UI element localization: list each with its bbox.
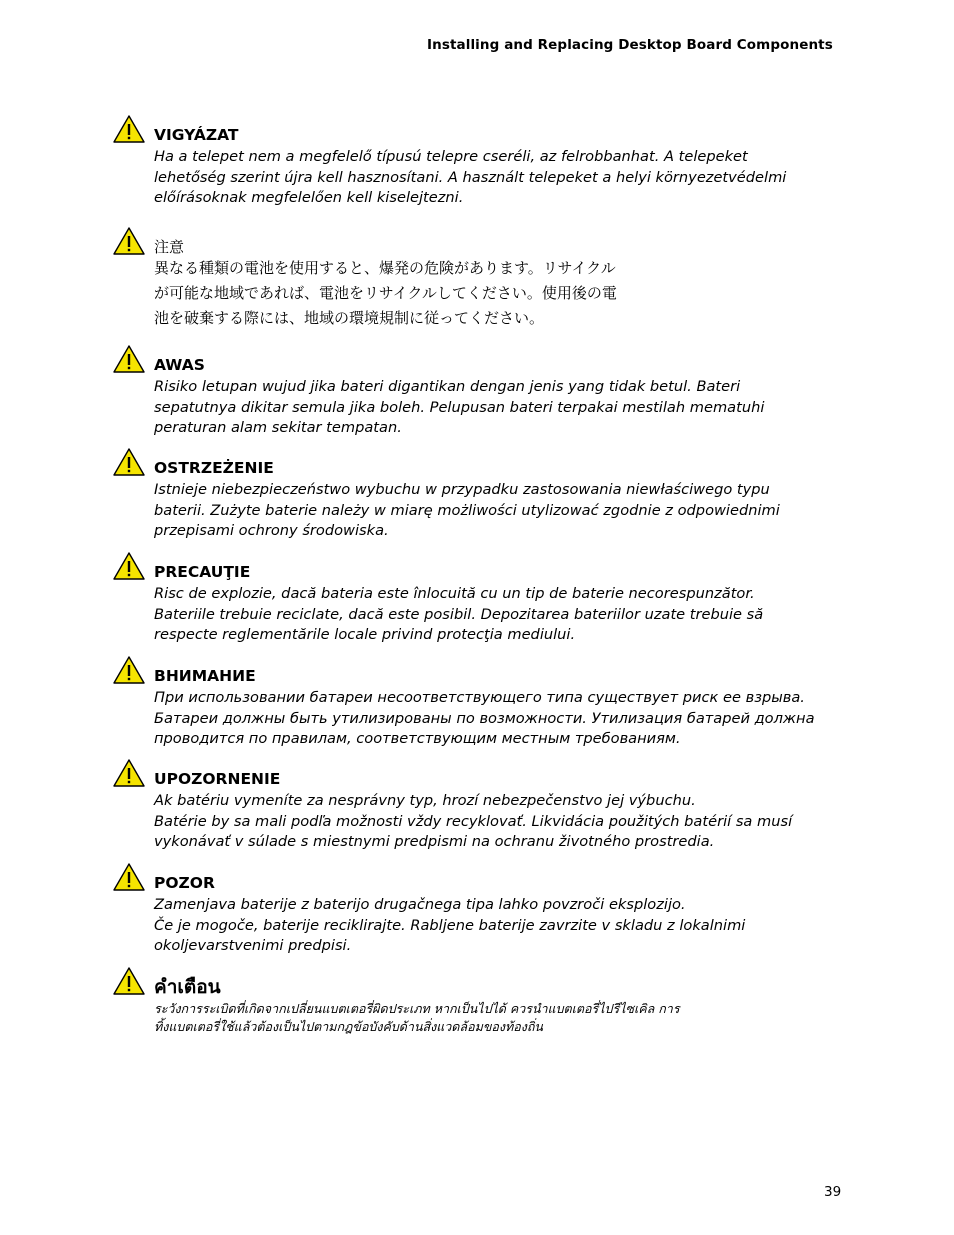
warning-text [154, 256, 850, 331]
warning-text [154, 377, 850, 439]
warning-line: peraturan alam sekitar tempatan. [154, 419, 402, 436]
warning-line: przepisami ochrony środowiska. [154, 522, 389, 539]
warning-text [154, 1000, 850, 1036]
warning-line: okoljevarstvenimi predpisi. [154, 937, 352, 954]
warning-triangle-icon [112, 447, 146, 477]
warning-line: が可能な地域であれば、電池をリサイクルしてください。使用後の電 [154, 284, 617, 302]
page-number: 39 [824, 1184, 842, 1200]
warning-line: проводится по правилам, соответствующим местным требованиям. [154, 730, 681, 747]
warning-line: ทิ้งแบตเตอรี่ใช้แล้วต้องเป็นไปตามกฎข้อบังคับด้านสิ่งแวดล้อมของท้องถิ่น [154, 1019, 543, 1034]
warning-triangle-icon [112, 966, 146, 996]
warning-title: POZOR [154, 874, 215, 892]
warning-line: 池を破棄する際には、地域の環境規制に従ってください。 [154, 309, 545, 327]
warning-title: VIGYÁZAT [154, 126, 239, 144]
warning-line: Ha a telepet nem a megfelelő típusú telepre cseréli, az felrobbanhat. A telepeket [154, 148, 748, 165]
warning-triangle-icon [112, 862, 146, 892]
warning-title: คำเตือน [154, 976, 221, 998]
warning-triangle-icon [112, 551, 146, 581]
warning-line: Batérie by sa mali podľa možnosti vždy recyklovať. Likvidácia použitých batérií sa musí [154, 812, 793, 830]
warning-line: ระวังการระเบิดที่เกิดจากเปลี่ยนแบตเตอรี่ผิดประเภท หากเป็นไปได้ ควรนำแบตเตอรี่ไปรีไซเคิล การ [154, 1001, 680, 1016]
warning-text [154, 584, 850, 646]
warning-line: Ak batériu vymeníte za nesprávny typ, hrozí nebezpečenstvo jej výbuchu. [154, 792, 696, 809]
warning-title: AWAS [154, 356, 205, 374]
warning-line: Risiko letupan wujud jika bateri digantikan dengan jenis yang tidak betul. Bateri [154, 378, 741, 395]
warning-line: Zamenjava baterije z baterijo drugačnega tipa lahko povzroči eksplozijo. [154, 896, 686, 913]
warning-line: 異なる種類の電池を使用すると、爆発の危険があります。リサイクル [154, 259, 616, 277]
warning-triangle-icon [112, 655, 146, 685]
warning-line: Istnieje niebezpieczeństwo wybuchu w przypadku zastosowania niewłaściwego typu [154, 481, 770, 498]
page-header: Installing and Replacing Desktop Board Components [427, 37, 833, 53]
warning-line: sepatutnya dikitar semula jika boleh. Pelupusan bateri terpakai mestilah mematuhi [154, 398, 765, 416]
warning-line: При использовании батареи несоответствующего типа существует риск ее взрыва. [154, 689, 805, 706]
warning-title: OSTRZEŻENIE [154, 459, 274, 477]
warning-title: PRECAUŢIE [154, 563, 251, 581]
warning-line: respecte reglementările locale privind protecţia mediului. [154, 626, 576, 643]
warning-title: ВНИМАНИЕ [154, 667, 256, 685]
warning-triangle-icon [112, 114, 146, 144]
warning-line: lehetőség szerint újra kell hasznosítani. A használt telepeket a helyi környezetvédelmi [154, 168, 787, 186]
warning-triangle-icon [112, 758, 146, 788]
warning-line: Risc de explozie, dacă bateria este înlocuită cu un tip de baterie necorespunzător. [154, 585, 755, 602]
warning-line: Bateriile trebuie reciclate, dacă este posibil. Depozitarea bateriilor uzate trebuie să [154, 605, 764, 623]
warning-text [154, 688, 850, 750]
warning-text [154, 791, 850, 853]
warning-title: 注意 [154, 238, 185, 256]
warning-line: Če je mogoče, baterije reciklirajte. Rabljene baterije zavrzite v skladu z lokalnimi [154, 916, 746, 934]
warning-text [154, 895, 850, 957]
warning-triangle-icon [112, 344, 146, 374]
warning-line: Батареи должны быть утилизированы по возможности. Утилизация батарей должна [154, 709, 815, 727]
warning-triangle-icon [112, 226, 146, 256]
warning-text [154, 480, 850, 542]
warning-text [154, 147, 850, 209]
warning-title: UPOZORNENIE [154, 770, 281, 788]
warning-line: baterii. Zużyte baterie należy w miarę możliwości utylizować zgodnie z odpowiednimi [154, 501, 780, 519]
warning-line: vykonávať v súlade s miestnymi predpismi na ochranu životného prostredia. [154, 833, 715, 850]
warning-line: előírásoknak megfelelően kell kiselejtezni. [154, 189, 464, 206]
